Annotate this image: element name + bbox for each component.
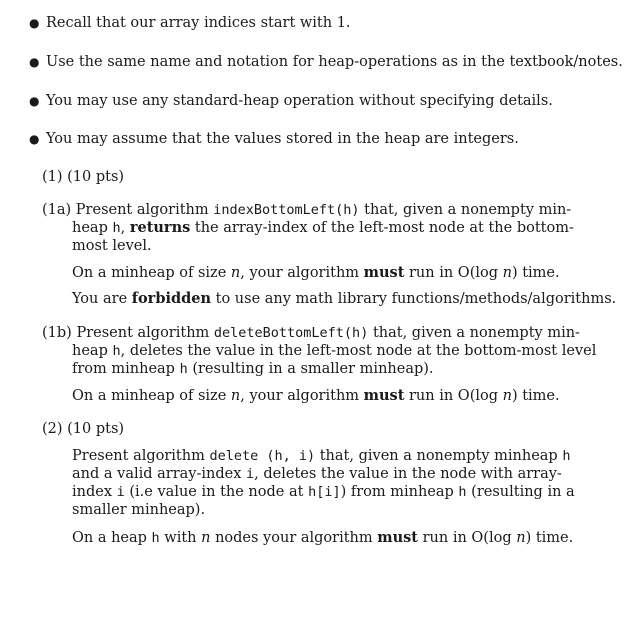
- bullet-dot-icon: ●: [29, 16, 40, 30]
- question-1-heading: (1) (10 pts): [42, 169, 125, 185]
- question-1a-line-2: heap h, returns the array-index of the left-most node at the bottom-: [72, 219, 574, 236]
- question-2-heading: (2) (10 pts): [42, 421, 125, 437]
- bullet-item: Recall that our array indices start with 1.: [46, 15, 351, 31]
- question-1b-line-3: from minheap h (resulting in a smaller minheap).: [72, 361, 434, 377]
- bullet-dot-icon: ●: [29, 132, 40, 146]
- question-1b-line-2: heap h, deletes the value in the left-most node at the bottom-most level: [72, 343, 597, 359]
- question-1a-label: (1a): [42, 202, 72, 218]
- question-1a-complexity: On a minheap of size n, your algorithm must run in O(log n) time.: [72, 264, 560, 281]
- question-2-complexity: On a heap h with n nodes your algorithm must run in O(log n) time.: [72, 529, 574, 546]
- bullet-item: You may use any standard-heap operation without specifying details.: [46, 93, 553, 109]
- bullet-dot-icon: ●: [29, 55, 40, 69]
- code-deleteBottomLeft: deleteBottomLeft(h): [213, 325, 369, 341]
- code-indexBottomLeft: indexBottomLeft(h): [213, 202, 360, 218]
- question-1a-line-1: (1a) Present algorithm indexBottomLeft(h) that, given a nonempty min-: [42, 202, 572, 218]
- code-delete: delete (h, i): [209, 448, 316, 464]
- question-2-line-1: Present algorithm delete (h, i) that, given a nonempty minheap h: [72, 448, 571, 464]
- question-1b-complexity: On a minheap of size n, your algorithm must run in O(log n) time.: [72, 387, 560, 404]
- bullet-item: You may assume that the values stored in the heap are integers.: [46, 131, 519, 147]
- question-1a-line-3: most level.: [72, 238, 152, 254]
- question-2-line-4: smaller minheap).: [72, 502, 206, 518]
- bullet-dot-icon: ●: [29, 94, 40, 108]
- question-2-line-3: index i (i.e value in the node at h[i]) from minheap h (resulting in a: [72, 484, 575, 500]
- question-1b-line-1: (1b) Present algorithm deleteBottomLeft(h) that, given a nonempty min-: [42, 325, 580, 341]
- question-2-line-2: and a valid array-index i, deletes the value in the node with array-: [72, 466, 562, 482]
- question-1b-label: (1b): [42, 325, 72, 341]
- question-1a-forbidden: You are forbidden to use any math library functions/methods/algorithms.: [72, 290, 617, 307]
- bullet-item: Use the same name and notation for heap-operations as in the textbook/notes.: [46, 54, 623, 70]
